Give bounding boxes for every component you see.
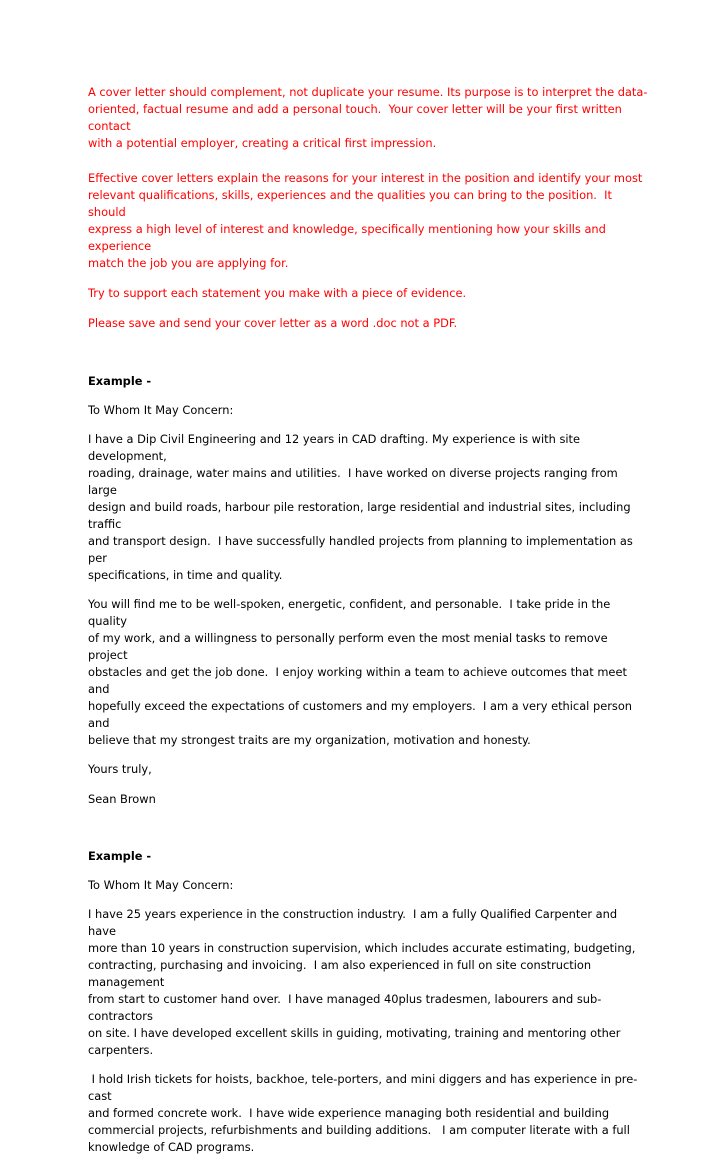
example-2-salutation: To Whom It May Concern:: [88, 878, 234, 892]
guidance-paragraph-content: Effective cover letters explain the reasons for your interest in the position and identify your most relevant qualifications, skills, experiences and the qualities you can bring to the position. It should express a high level of interest and knowledge, specifically mentioning how your skills and experience match the job you are applying for.: [88, 171, 643, 270]
example-1-paragraph-1: I have a Dip Civil Engineering and 12 years in CAD drafting. My experience is with site development, roading, drainage, water mains and utilities. I have worked on diverse projects ranging from large design and build roads, harbour pile restoration, large residential and industrial sites, including traffic and transport design. I have successfully handled projects from planning to implementation as per specifications, in time and quality.: [88, 432, 633, 582]
guidance-paragraph-evidence: Try to support each statement you make with a piece of evidence.: [88, 286, 467, 300]
example-2-paragraph-2: I hold Irish tickets for hoists, backhoe, tele-porters, and mini diggers and has experience in pre-cast and formed concrete work. I have wide experience managing both residential and building commercial projects, refurbishments and building additions. I am computer literate with a full knowledge of CAD programs.: [88, 1072, 638, 1154]
example-1-closing: Yours truly,: [88, 762, 152, 776]
example-1-salutation: To Whom It May Concern:: [88, 403, 234, 417]
example-1-heading: Example -: [88, 374, 152, 388]
example-1-paragraph-2: You will find me to be well-spoken, energetic, confident, and personable. I take pride in the quality of my work, and a willingness to personally perform even the most menial tasks to remove project obstacles and get the job done. I enjoy working within a team to achieve outcomes that meet and hopefully exceed the expectations of customers and my employers. I am a very ethical person and believe that my strongest traits are my organization, motivation and honesty.: [88, 597, 633, 747]
example-1-signature: Sean Brown: [88, 792, 156, 806]
guidance-paragraph-file-format: Please save and send your cover letter as a word .doc not a PDF.: [88, 316, 458, 330]
document-page: [88, 84, 648, 1156]
example-2-paragraph-1: I have 25 years experience in the construction industry. I am a fully Qualified Carpenter and have more than 10 years in construction supervision, which includes accurate estimating, budgeting, contracting, purchasing and invoicing. I am also experienced in full on site construction management from start to customer hand over. I have managed 40plus tradesmen, labourers and sub-contractors on site. I have developed excellent skills in guiding, motivating, training and mentoring other carpenters.: [88, 907, 636, 1057]
example-2-heading: Example -: [88, 849, 152, 863]
guidance-paragraph-purpose: A cover letter should complement, not duplicate your resume. Its purpose is to interpret the data- oriented, factual resume and add a personal touch. Your cover letter will be your first written contact with a potential employer, creating a critical first impression.: [88, 85, 648, 150]
